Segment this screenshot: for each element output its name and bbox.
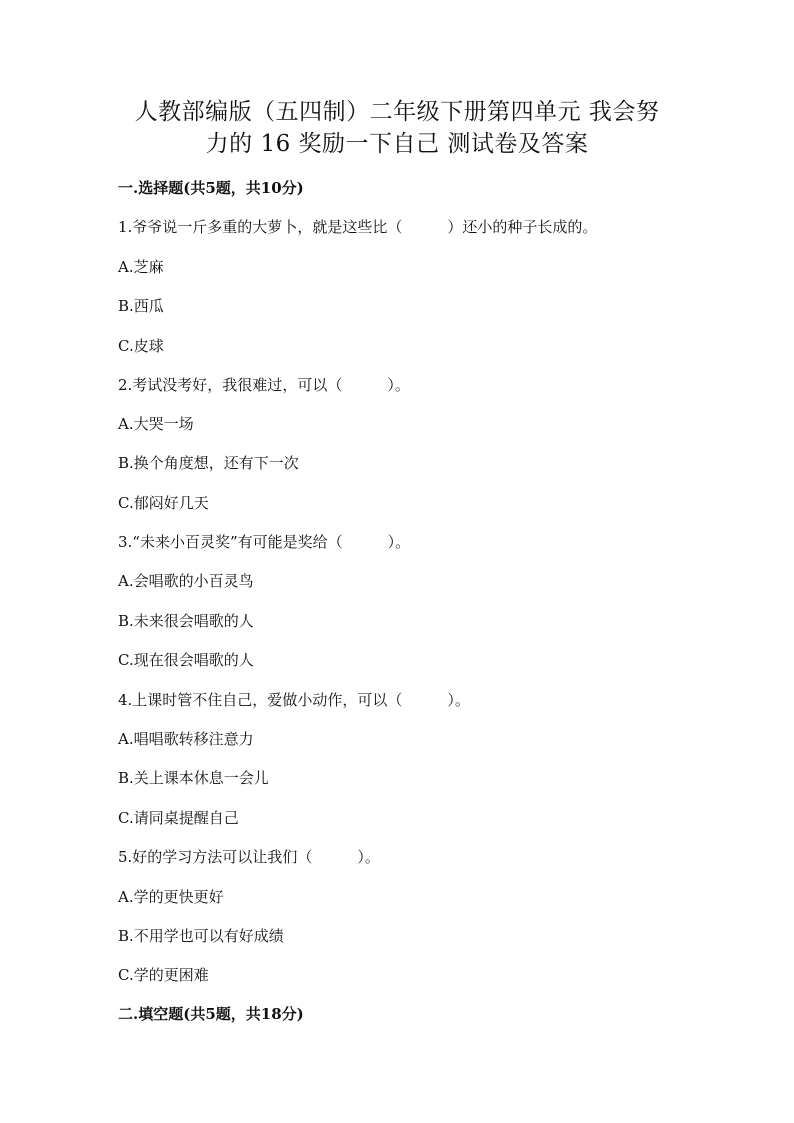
question-5-option-c: C.学的更困难: [118, 966, 209, 984]
question-2-stem: 2.考试没考好，我很难过，可以（ ）。: [118, 376, 410, 394]
question-3-option-a: A.会唱歌的小百灵鸟: [118, 572, 254, 590]
question-4-option-b: B.关上课本休息一会儿: [118, 769, 269, 787]
document-title-line-2: 力的 16 奖励一下自己 测试卷及答案: [205, 131, 589, 157]
question-3-option-c: C.现在很会唱歌的人: [118, 651, 254, 669]
question-4-option-c: C.请同桌提醒自己: [118, 809, 239, 827]
question-2-option-a: A.大哭一场: [118, 415, 194, 433]
question-3-option-b: B.未来很会唱歌的人: [118, 612, 254, 630]
question-1-stem: 1.爷爷说一斤多重的大萝卜，就是这些比（ ）还小的种子长成的。: [118, 218, 598, 236]
question-4-stem: 4.上课时管不住自己，爱做小动作，可以（ ）。: [118, 691, 470, 709]
document-title-line-1: 人教部编版（五四制）二年级下册第四单元 我会努: [134, 99, 660, 125]
section-heading-multiple-choice: 一.选择题(共5题，共10分): [118, 179, 304, 197]
question-5-option-a: A.学的更快更好: [118, 888, 224, 906]
question-5-option-b: B.不用学也可以有好成绩: [118, 927, 284, 945]
question-3-stem: 3.“未来小百灵奖”有可能是奖给（ ）。: [118, 533, 411, 551]
question-5-stem: 5.好的学习方法可以让我们（ ）。: [118, 848, 380, 866]
question-1-option-b: B.西瓜: [118, 297, 164, 315]
question-2-option-c: C.郁闷好几天: [118, 494, 209, 512]
question-4-option-a: A.唱唱歌转移注意力: [118, 730, 254, 748]
question-1-option-a: A.芝麻: [118, 258, 164, 276]
section-heading-fill-in-blank: 二.填空题(共5题，共18分): [118, 1005, 304, 1023]
question-1-option-c: C.皮球: [118, 337, 164, 355]
question-2-option-b: B.换个角度想，还有下一次: [118, 454, 299, 472]
